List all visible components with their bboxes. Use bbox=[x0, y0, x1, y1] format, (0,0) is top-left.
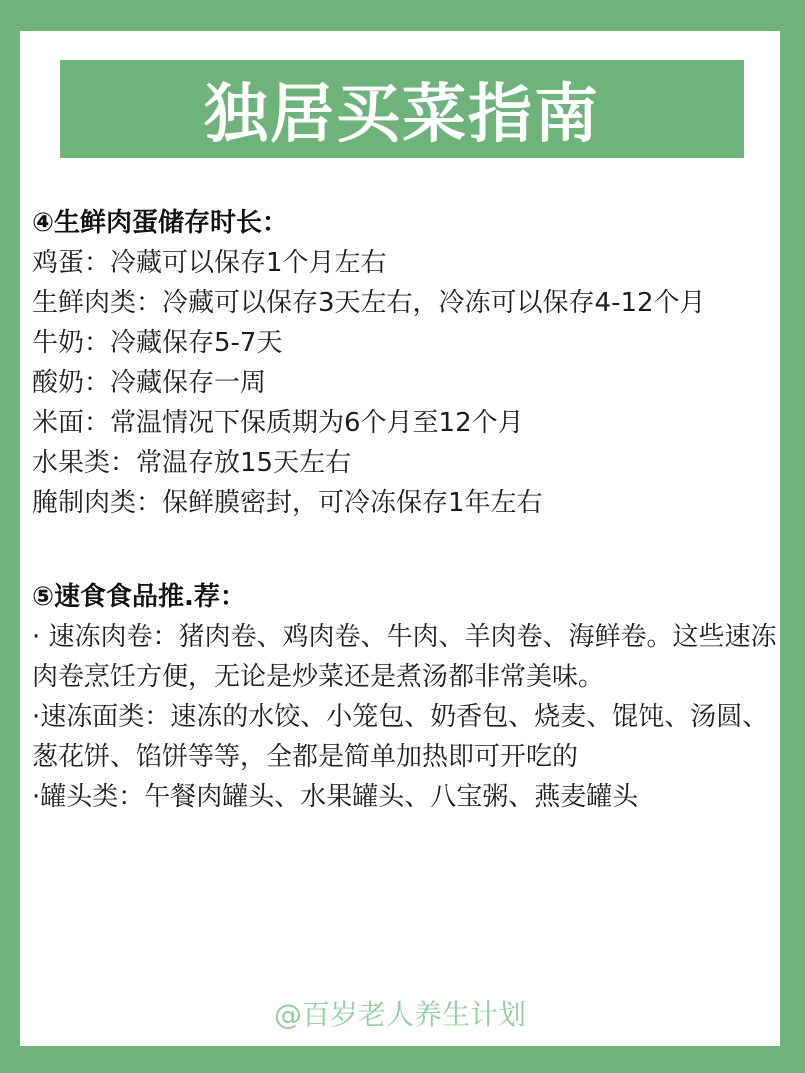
list-item: 酸奶：冷藏保存一周 bbox=[32, 368, 267, 398]
list-item: ·速冻面类：速冻的水饺、小笼包、奶香包、烧麦、馄饨、汤圆、葱花饼、馅饼等等，全都是简单加热即可开吃的 bbox=[32, 702, 769, 772]
page-title: 独居买菜指南 bbox=[60, 60, 744, 158]
list-item: 生鲜肉类：冷藏可以保存3天左右，冷冻可以保存4-12个月 bbox=[32, 288, 706, 318]
section-storage bbox=[32, 203, 777, 523]
watermark-footer: @百岁老人养生计划 bbox=[273, 998, 526, 1031]
content bbox=[32, 203, 777, 817]
list-item: 米面：常温情况下保质期为6个月至12个月 bbox=[32, 408, 524, 438]
list-item: 鸡蛋：冷藏可以保存1个月左右 bbox=[32, 248, 387, 278]
list-item: ·罐头类：午餐肉罐头、水果罐头、八宝粥、燕麦罐头 bbox=[32, 782, 639, 812]
list-item: · 速冻肉卷：猪肉卷、鸡肉卷、牛肉、羊肉卷、海鲜卷。这些速冻肉卷烹饪方便，无论是炒菜还是煮汤都非常美味。 bbox=[32, 622, 777, 692]
list-item: 牛奶：冷藏保存5-7天 bbox=[32, 328, 283, 358]
section-instant-food bbox=[32, 577, 777, 817]
section-heading: ④生鲜肉蛋储存时长： bbox=[32, 208, 289, 238]
guide-card bbox=[20, 31, 780, 1046]
section-heading: ⑤速食食品推.荐： bbox=[32, 582, 246, 612]
section-spacer bbox=[32, 523, 777, 577]
list-item: 腌制肉类：保鲜膜密封，可冷冻保存1年左右 bbox=[32, 488, 543, 518]
list-item: 水果类：常温存放15天左右 bbox=[32, 448, 352, 478]
